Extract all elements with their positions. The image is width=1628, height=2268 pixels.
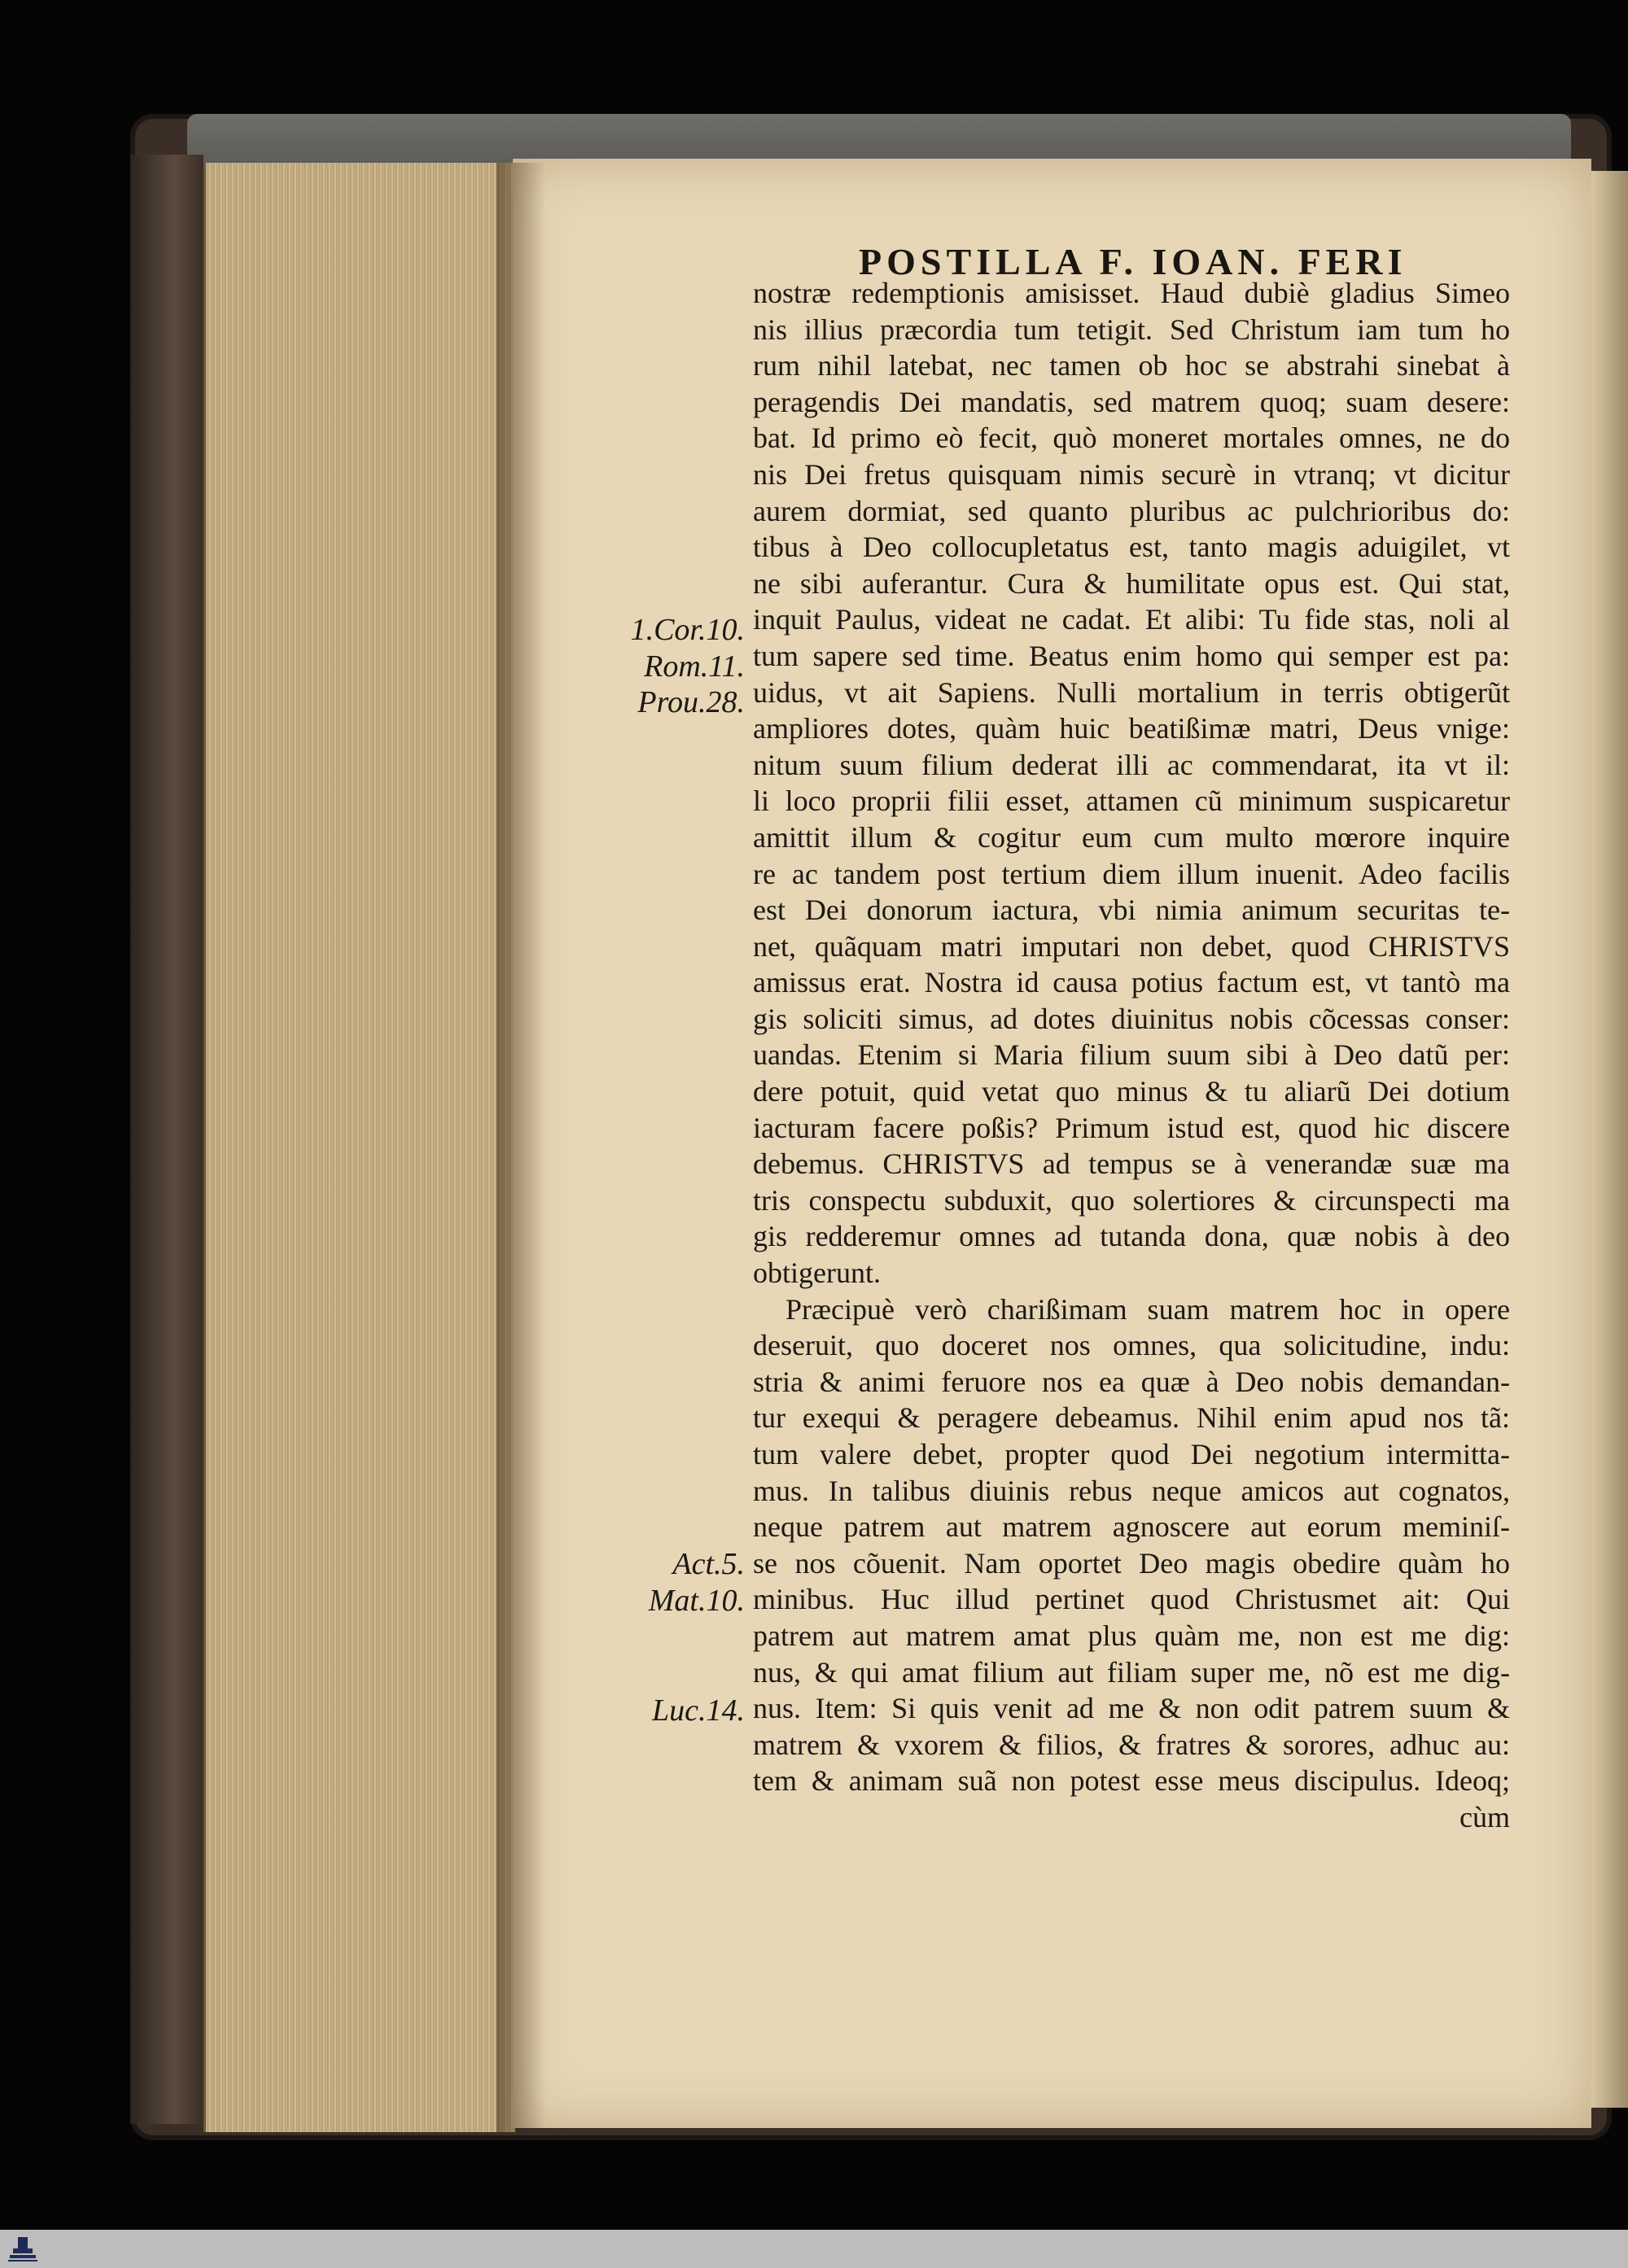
text-line: amissus erat. Nostra id causa potius factum est, vt tantò ma	[753, 966, 1510, 999]
text-line: bat. Id primo eò fecit, quò moneret mortales omnes, ne do	[753, 422, 1510, 455]
running-head: POSTILLA F. IOAN. FERI	[859, 241, 1407, 282]
text-line: tur exequi & peragere debeamus. Nihil enim apud nos tã:	[753, 1401, 1510, 1435]
text-line: li loco proprii filii esset, attamen cũ minimum suspicaretur	[753, 784, 1510, 818]
text-line: net, quãquam matri imputari non debet, quod CHRISTVS	[753, 929, 1510, 963]
text-line: deseruit, quo doceret nos omnes, qua solicitudine, indu:	[753, 1329, 1510, 1362]
text-line: minibus. Huc illud pertinet quod Christusmet ait: Qui	[753, 1583, 1510, 1616]
text-line: nis Dei fretus quisquam nimis securè in vtranq; vt dicitur	[753, 457, 1510, 491]
text-line: ne sibi auferantur. Cura & humilitate opus est. Qui stat,	[753, 566, 1510, 600]
text-line: mus. In talibus diuinis rebus neque amicos aut cognatos,	[753, 1474, 1510, 1507]
text-line: tris conspectu subduxit, quo solertiores & circunspecti ma	[753, 1183, 1510, 1217]
text-line: tibus à Deo collocupletatus est, tanto magis aduigilet, vt	[753, 531, 1510, 564]
margin-note: Luc.14.	[652, 1693, 745, 1728]
text-line: rum nihil latebat, nec tamen ob hoc se abstrahi sinebat à	[753, 349, 1510, 382]
text-line: nostræ redemptionis amisisset. Haud dubiè gladius Simeo	[753, 277, 1510, 309]
margin-note: Act.5.	[672, 1547, 745, 1581]
viewer-footer-bar	[0, 2230, 1628, 2268]
text-line: matrem & vxorem & filios, & fratres & sorores, adhuc au:	[753, 1728, 1510, 1761]
text-line: nus, & qui amat filium aut filiam super me, nõ est me dig-	[753, 1655, 1510, 1689]
margin-note: Rom.11.	[644, 649, 745, 684]
text-line: patrem aut matrem amat plus quàm me, non est me dig:	[753, 1619, 1510, 1652]
text-line: amittit illum & cogitur eum cum multo mœrore inquire	[753, 820, 1510, 854]
text-line: nitum suum filium dederat illi ac commendarat, ita vt il:	[753, 748, 1510, 781]
gutter-shadow	[497, 163, 545, 2132]
text-line: neque patrem aut matrem agnoscere aut eorum meminiſ-	[753, 1510, 1510, 1544]
text-line: est Dei donorum iactura, vbi nimia animum securitas te-	[753, 894, 1510, 927]
text-line: gis redderemur omnes ad tutanda dona, quæ nobis à deo	[753, 1220, 1510, 1253]
library-logo-icon	[7, 2235, 39, 2263]
margin-note: Mat.10.	[648, 1584, 745, 1618]
text-line: tum valere debet, propter quod Dei negotium intermitta-	[753, 1438, 1510, 1470]
text-line: obtigerunt.	[753, 1256, 881, 1290]
text-line: aurem dormiat, sed quanto pluribus ac pulchrioribus do:	[753, 494, 1510, 527]
facing-page-edge	[1591, 171, 1628, 2108]
text-line: uidus, vt ait Sapiens. Nulli mortalium in terris obtigerũt	[753, 675, 1510, 709]
text-line: nis illius præcordia tum tetigit. Sed Christum iam tum ho	[753, 312, 1510, 346]
book-binding	[130, 155, 204, 2124]
text-line: tem & animam suã non potest esse meus discipulus. Ideoq;	[753, 1764, 1510, 1798]
catchword: cùm	[1460, 1800, 1510, 1833]
text-line: stria & animi feruore nos ea quæ à Deo nobis demandan-	[753, 1365, 1510, 1398]
text-line: inquit Paulus, videat ne cadat. Et alibi: Tu fide stas, noli al	[753, 603, 1510, 636]
text-line: se nos cõuenit. Nam oportet Deo magis obedire quàm ho	[753, 1546, 1510, 1580]
page-edges	[204, 163, 515, 2132]
text-line: gis soliciti simus, ad dotes diuinitus nobis cõcessas conser:	[753, 1002, 1510, 1035]
text-line: peragendis Dei mandatis, sed matrem quoq; suam desere:	[753, 385, 1510, 418]
body-text	[753, 275, 1510, 1836]
text-line: re ac tandem post tertium diem illum inuenit. Adeo facilis	[753, 857, 1510, 890]
text-line: tum sapere sed time. Beatus enim homo qui semper est pa:	[753, 639, 1510, 672]
margin-note: 1.Cor.10.	[630, 613, 745, 647]
text-line: debemus. CHRISTVS ad tempus se à venerandæ suæ ma	[753, 1147, 1510, 1181]
margin-note: Prou.28.	[637, 685, 745, 719]
text-line: nus. Item: Si quis venit ad me & non odit patrem suum &	[753, 1692, 1510, 1725]
text-line: Præcipuè verò charißimam suam matrem hoc in opere	[786, 1292, 1510, 1326]
text-line: dere potuit, quid vetat quo minus & tu aliarũ Dei dotium	[753, 1075, 1510, 1108]
text-line: uandas. Etenim si Maria filium suum sibi à Deo datũ per:	[753, 1038, 1510, 1072]
text-line: iacturam facere poßis? Primum istud est, quod hic discere	[753, 1111, 1510, 1144]
text-line: ampliores dotes, quàm huic beatißimæ matri, Deus vnige:	[753, 712, 1510, 745]
